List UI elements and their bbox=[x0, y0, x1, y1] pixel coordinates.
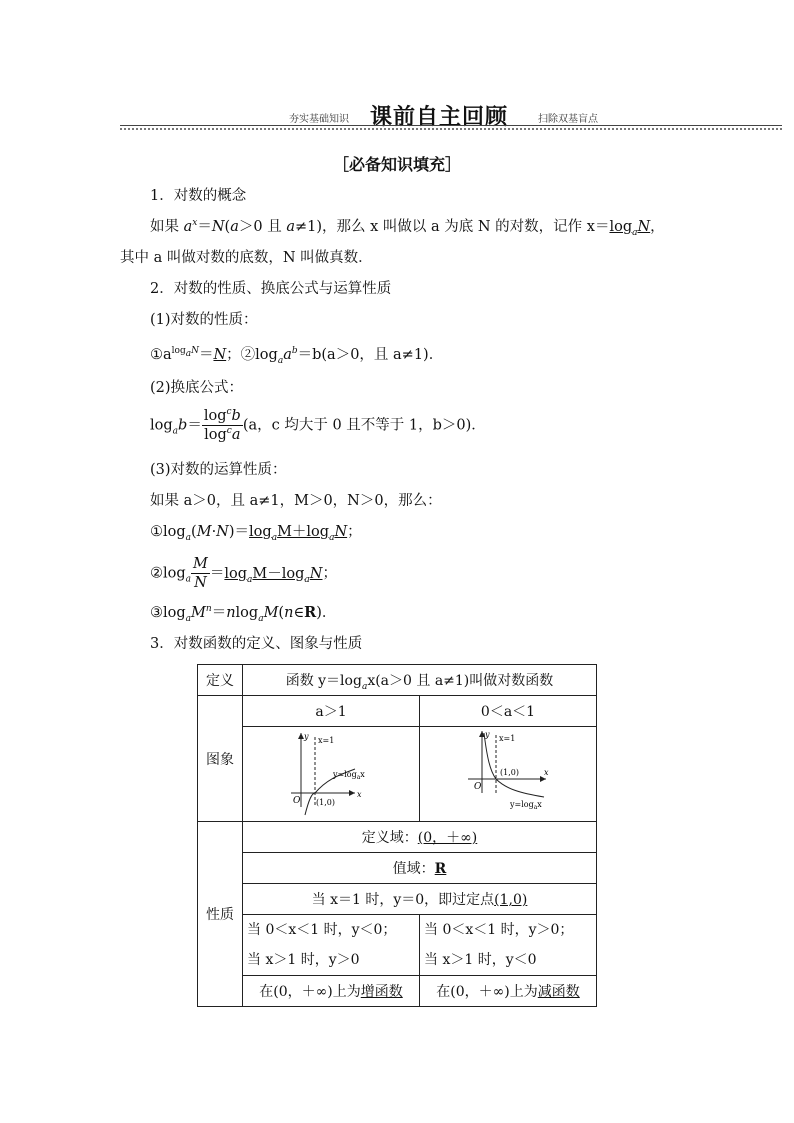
graph-increasing-cell bbox=[243, 727, 420, 822]
property-line: $①a^{log_aN}=N$；$②\log_aa^b=b(a>0$，且 a≠1)． bbox=[150, 346, 444, 366]
graph2-x1-label: x=1 bbox=[499, 734, 516, 743]
graph1-x-label: x bbox=[357, 790, 362, 799]
graph2-curve-label: $y=\log_ax$ bbox=[510, 800, 542, 811]
concept-line-2: 其中 a 叫做对数的底数，N 叫做真数． bbox=[120, 250, 373, 266]
graph1-curve-label: $y=\log_ax$ bbox=[333, 770, 365, 781]
graph2-point: (1,0) bbox=[500, 768, 519, 777]
conditions-line: 如果 a＞0，且 a≠1，M＞0，N＞0，那么： bbox=[150, 493, 442, 509]
sub-heading-3: (3)对数的运算性质： bbox=[150, 462, 287, 478]
row-label-definition: 定义 bbox=[198, 665, 243, 696]
rule-quotient: $②\log_a$ $\frac{M}{N}$ $=\log_aM-\log_aN$； bbox=[150, 556, 337, 591]
graph-decreasing bbox=[420, 727, 596, 817]
graph2-origin: O bbox=[474, 782, 482, 792]
col-header-a-lt-1: 0＜a＜1 bbox=[420, 696, 597, 727]
header-rule bbox=[120, 125, 782, 126]
answer-product: $\log_aM+\log_aN$ bbox=[249, 524, 348, 543]
sub-heading-1: (1)对数的性质： bbox=[150, 312, 258, 328]
change-of-base-formula: $\log_ab=$ $\frac{\log^cb}{\log^ca}$ (a，c 均大于 0 且不等于 1，b＞0)． bbox=[150, 407, 486, 443]
range-cell: 值域：R bbox=[243, 853, 597, 884]
graph1-x1-label: x=1 bbox=[318, 736, 335, 745]
section-title: ［必备知识填充］ bbox=[332, 155, 461, 174]
page-header bbox=[0, 98, 794, 132]
heading-1: 1．对数的概念 bbox=[150, 188, 247, 204]
answer-N: N bbox=[213, 347, 227, 363]
graph2-x-label: x bbox=[544, 768, 549, 777]
sign-cell-decreasing: 当 0＜x＜1 时，y＞0； 当 x＞1 时，y＜0 bbox=[420, 915, 597, 976]
fixed-point-cell: 当 x＝1 时，y＝0，即过定点(1,0) bbox=[243, 884, 597, 915]
col-header-a-gt-1: a＞1 bbox=[243, 696, 420, 727]
concept-line-1: 如果 $a^x=N(a>0$ 且 a≠1)，那么 x 叫做以 a 为底 N 的对数，记作 $x=\log_aN$， bbox=[150, 218, 665, 238]
monotonic-decreasing-cell: 在(0，＋∞)上为减函数 bbox=[420, 976, 597, 1007]
answer-quotient: $\log_aM-\log_aN$ bbox=[224, 565, 323, 585]
row-label-properties: 性质 bbox=[198, 822, 243, 1007]
header-dotted-rule bbox=[120, 128, 782, 130]
header-right-tagline: 扫除双基盲点 bbox=[538, 114, 598, 125]
header-title: 课前自主回顾 bbox=[370, 105, 509, 130]
graph1-y-label: y bbox=[304, 732, 309, 741]
domain-cell: 定义域：(0，＋∞) bbox=[243, 822, 597, 853]
heading-3: 3．对数函数的定义、图象与性质 bbox=[150, 636, 363, 652]
sub-heading-2: (2)换底公式： bbox=[150, 380, 244, 396]
graph-increasing bbox=[243, 727, 419, 817]
graph-decreasing-cell bbox=[420, 727, 597, 822]
rule-product: $①\log_a(M\cdot N)=\log_aM+\log_aN$； bbox=[150, 524, 362, 543]
log-function-table bbox=[197, 664, 597, 1007]
heading-2: 2．对数的性质、换底公式与运算性质 bbox=[150, 281, 392, 297]
graph2-y-label: y bbox=[485, 730, 490, 739]
answer-log-def: $\log_aN$ bbox=[609, 219, 651, 238]
definition-cell: 函数 $y=\log_ax(a>0$ 且 a≠1)叫做对数函数 bbox=[243, 665, 597, 696]
graph1-point: (1,0) bbox=[316, 798, 335, 807]
monotonic-increasing-cell: 在(0，＋∞)上为增函数 bbox=[243, 976, 420, 1007]
header-left-tagline: 夯实基础知识 bbox=[289, 114, 349, 125]
rule-power: $③\log_aM^n=nlog_aM(n\in R)$． bbox=[150, 604, 337, 624]
graph1-origin: O bbox=[293, 796, 301, 806]
row-label-graph: 图象 bbox=[198, 696, 243, 822]
sign-cell-increasing: 当 0＜x＜1 时，y＜0； 当 x＞1 时，y＞0 bbox=[243, 915, 420, 976]
